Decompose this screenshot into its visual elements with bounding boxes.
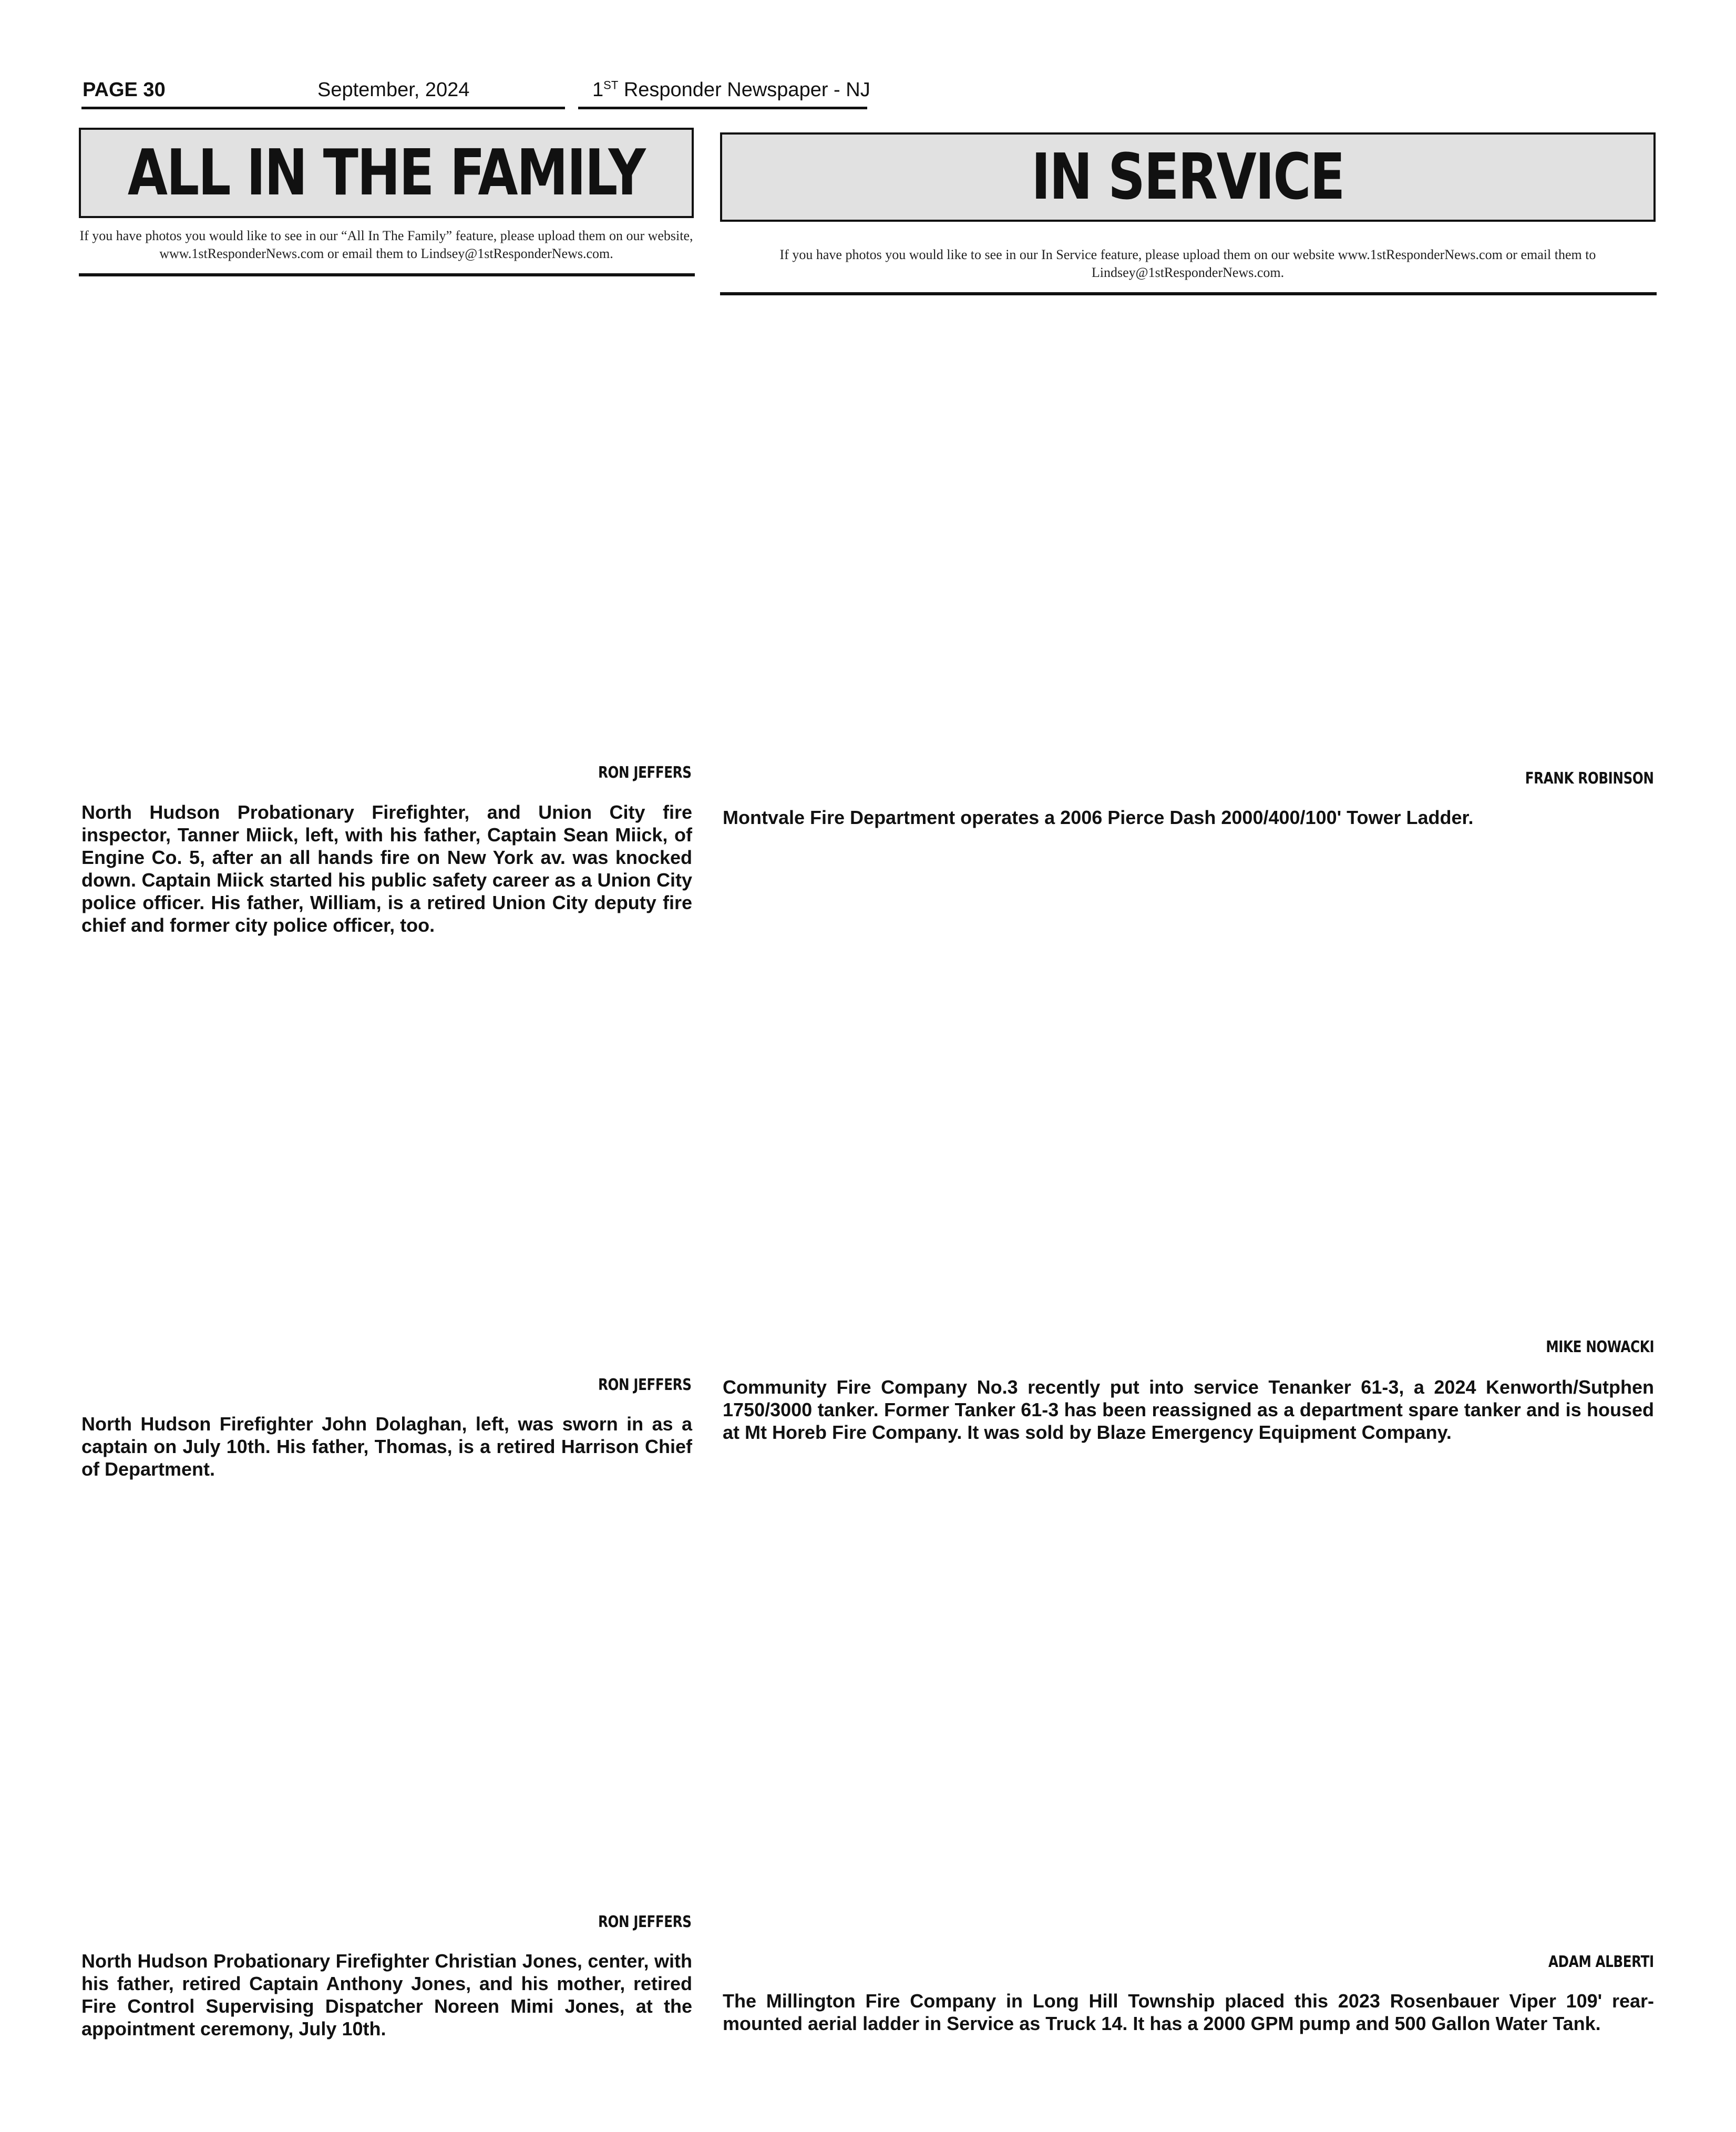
photo-credit: ADAM ALBERTI: [1548, 1953, 1654, 1971]
masthead-rule: [578, 107, 867, 109]
issue-date: September, 2024: [317, 79, 470, 101]
masthead-rule: [81, 107, 565, 109]
section-rule: [79, 273, 695, 276]
photo-caption: The Millington Fire Company in Long Hill Township placed this 2023 Rosenbauer Viper 109' rear-mounted aerial ladder in Service as Truck 14. It has a 2000 GPM pump and 500 Gallon Water Tank.: [723, 1990, 1654, 2034]
newspaper-name: [592, 79, 870, 105]
photo-caption: North Hudson Probationary Firefighter, and Union City fire inspector, Tanner Miick, left, with his father, Captain Sean Miick, of Engine Co. 5, after an all hands fire on New York av. was knocked down. Captain Miick started his public safety career as a Union City police officer. His father, William, is a retired Union City deputy fire chief and former city police officer, too.: [81, 801, 692, 936]
section-rule: [720, 292, 1657, 295]
section-header-in-service: [720, 132, 1656, 222]
newspaper-name-suffix: Responder Newspaper - NJ: [618, 79, 870, 101]
photo-credit: RON JEFFERS: [598, 764, 691, 782]
page-number: PAGE 30: [83, 79, 166, 101]
photo-caption: Montvale Fire Department operates a 2006 Pierce Dash 2000/400/100' Tower Ladder.: [723, 807, 1474, 828]
photo-credit: RON JEFFERS: [598, 1376, 691, 1394]
section-header-all-in-the-family: [79, 128, 694, 218]
section-title: ALL IN THE FAMILY: [128, 136, 645, 210]
photo-credit: FRANK ROBINSON: [1525, 769, 1654, 788]
section-submission-note: If you have photos you would like to see in our “All In The Family” feature, please upload them on our website, www.1stResponderNews.com or email them to Lindsey@1stResponderNews.com.: [79, 228, 693, 261]
photo-caption: North Hudson Firefighter John Dolaghan, left, was sworn in as a captain on July 10th. His father, Thomas, is a retired Harrison Chief of Department.: [81, 1413, 692, 1480]
section-title: IN SERVICE: [1031, 140, 1344, 214]
photo-credit: RON JEFFERS: [598, 1913, 691, 1931]
newspaper-name-prefix: 1: [592, 79, 604, 101]
photo-credit: MIKE NOWACKI: [1546, 1338, 1654, 1356]
section-submission-note: If you have photos you would like to see in our In Service feature, please upload them on our website www.1stResponderNews.com or email them to Lindsey@1stResponderNews.com.: [779, 247, 1596, 280]
photo-caption: Community Fire Company No.3 recently put into service Tenanker 61-3, a 2024 Kenworth/Sutphen 1750/3000 tanker. Former Tanker 61-3 has been reassigned as a department spare tanker and is housed at Mt Horeb Fire Company. It was sold by Blaze Emergency Equipment Company.: [723, 1376, 1654, 1443]
newspaper-name-superscript: ST: [603, 78, 619, 92]
photo-caption: North Hudson Probationary Firefighter Christian Jones, center, with his father, retired Captain Anthony Jones, and his mother, retired Fire Control Supervising Dispatcher Noreen Mimi Jones, at the appointment ceremony, July 10th.: [81, 1950, 692, 2040]
